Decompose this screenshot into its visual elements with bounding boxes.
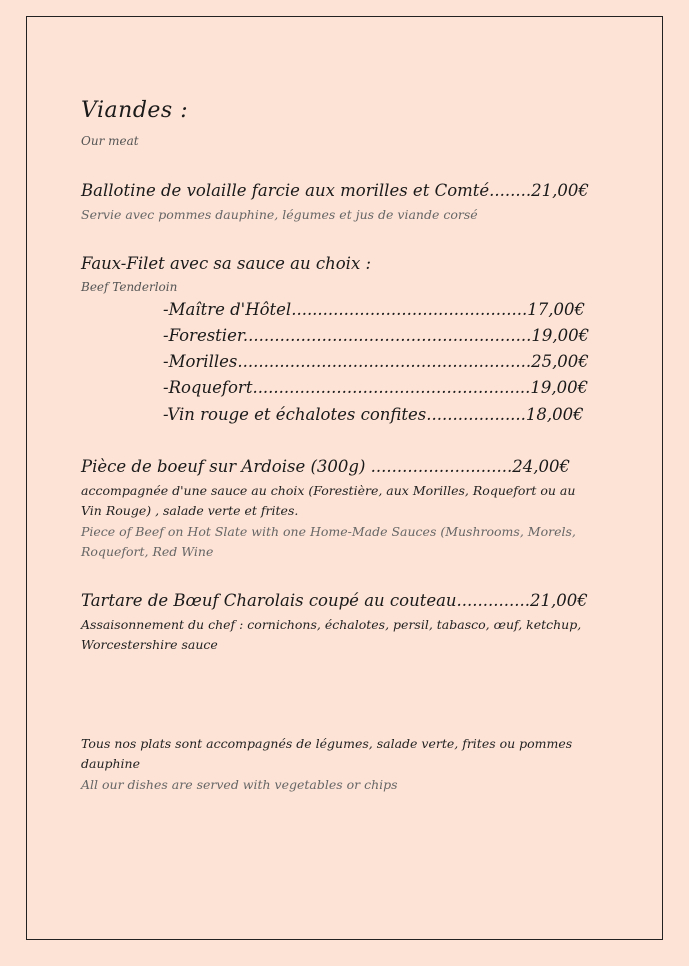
footer-note-line: Tous nos plats sont accompagnés de légumes, salade verte, frites ou pommes: [81, 736, 573, 751]
dish-faux-filet-desc-en: Beef Tenderloin: [81, 280, 178, 294]
dish-tartare-name: Tartare de Bœuf Charolais coupé au couteau..............21,00€: [81, 591, 588, 610]
sauce-option: -Maître d'Hôtel.............................................17,00€: [163, 300, 585, 319]
footer-note-line: dauphine: [81, 756, 141, 771]
sauce-option: -Morilles........................................................25,00€: [163, 352, 589, 371]
section-title: Viandes :: [81, 98, 189, 123]
dish-ballotine-name: Ballotine de volaille farcie aux morilles et Comté........21,00€: [81, 181, 589, 200]
dish-tartare-desc-line: Worcestershire sauce: [81, 637, 218, 652]
dish-tartare-desc-line: Assaisonnement du chef : cornichons, échalotes, persil, tabasco, œuf, ketchup,: [81, 617, 582, 632]
dish-piece-boeuf-name: Pièce de boeuf sur Ardoise (300g) ...........................24,00€: [81, 457, 571, 476]
page-border: [26, 16, 663, 940]
dish-ballotine-desc: Servie avec pommes dauphine, légumes et jus de viande corsé: [81, 207, 478, 222]
sauce-option: -Vin rouge et échalotes confites...................18,00€: [163, 405, 584, 424]
sauce-option: -Roquefort.....................................................19,00€: [163, 378, 589, 397]
section-subtitle: Our meat: [81, 134, 139, 148]
dish-piece-boeuf-desc-line: accompagnée d'une sauce au choix (Forestière, aux Morilles, Roquefort ou au: [81, 483, 576, 498]
dish-piece-boeuf-desc-en-line: Roquefort, Red Wine: [81, 544, 214, 559]
footer-note-en: All our dishes are served with vegetables or chips: [81, 777, 398, 792]
dish-piece-boeuf-desc-line: Vin Rouge) , salade verte et frites.: [81, 503, 299, 518]
sauce-option: -Forestier.......................................................19,00€: [163, 326, 590, 345]
dish-piece-boeuf-desc-en-line: Piece of Beef on Hot Slate with one Home-Made Sauces (Mushrooms, Morels,: [81, 524, 576, 539]
dish-faux-filet-name: Faux-Filet avec sa sauce au choix :: [81, 254, 372, 273]
